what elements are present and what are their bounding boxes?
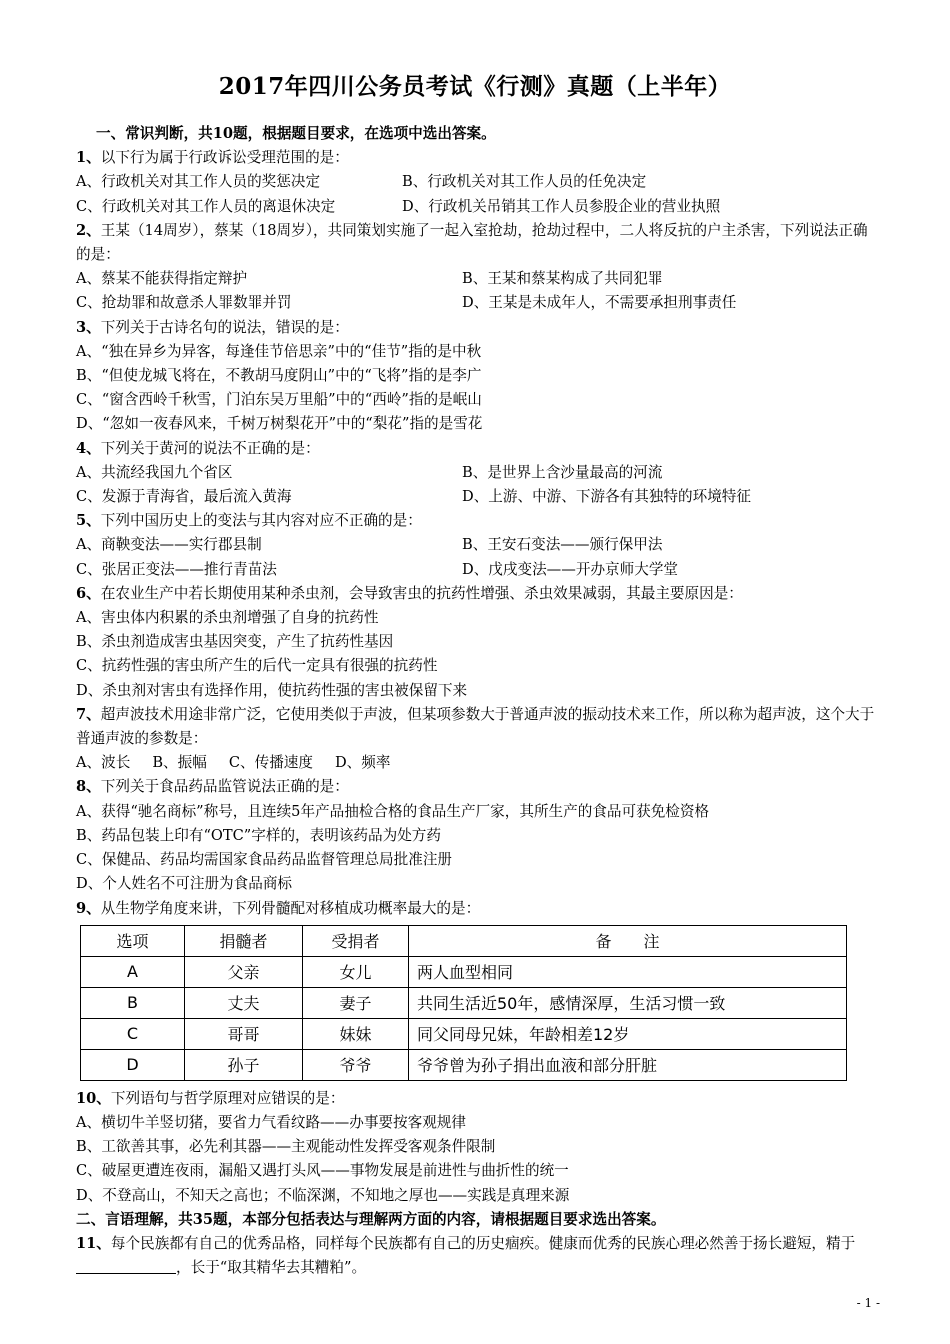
table-cell: 同父同母兄妹，年龄相差12岁 <box>409 1018 847 1049</box>
table-cell: 丈夫 <box>185 987 303 1018</box>
question-8 <box>76 775 876 799</box>
question-4 <box>76 437 876 461</box>
table-row <box>81 1049 847 1080</box>
question-text: 以下行为属于行政诉讼受理范围的是： <box>100 149 349 167</box>
options-row <box>76 558 876 582</box>
option-b: B、工欲善其事，必先利其器——主观能动性发挥受客观条件限制 <box>76 1138 496 1156</box>
question-text: 每个民族都有自己的优秀品格，同样每个民族都有自己的历史痼疾。健康而优秀的民族心理必然善于扬长避短，精于 <box>110 1234 856 1252</box>
option-c: C、保健品、药品均需国家食品药品监督管理总局批准注册 <box>76 851 453 869</box>
option-d: D、杀虫剂对害虫有选择作用，使抗药性强的害虫被保留下来 <box>76 681 468 699</box>
question-3 <box>76 316 876 340</box>
table-cell: 父亲 <box>185 956 303 987</box>
question-number: 3、 <box>76 318 101 336</box>
option-d: D、“忽如一夜春风来，千树万树梨花开”中的“梨花”指的是雪花 <box>76 415 483 433</box>
options-row <box>76 485 876 509</box>
table-row <box>81 987 847 1018</box>
page-title: 2017年四川公务员考试《行测》真题（上半年） <box>218 73 732 100</box>
table-cell: 爷爷 <box>303 1049 409 1080</box>
table-row <box>81 956 847 987</box>
table-header: 备 注 <box>409 925 847 956</box>
options-row <box>76 533 876 557</box>
option-d: D、王某是未成年人，不需要承担刑事责任 <box>462 294 737 312</box>
question-text: 在农业生产中若长期使用某种杀虫剂，会导致害虫的抗药性增强、杀虫效果减弱，其最主要原因是： <box>100 584 743 602</box>
option-c: C、“窗含西岭千秋雪，门泊东吴万里船”中的“西岭”指的是岷山 <box>76 391 482 409</box>
option-b: B、是世界上含沙量最高的河流 <box>462 463 663 481</box>
options-row <box>76 267 876 291</box>
question-number: 4、 <box>76 439 101 457</box>
option-a: A、商鞅变法——实行郡县制 <box>76 536 262 554</box>
question-number: 1、 <box>76 149 101 167</box>
question-11 <box>76 1232 876 1280</box>
question-text: 下列关于食品药品监管说法正确的是： <box>100 778 349 796</box>
table-cell: B <box>81 987 185 1018</box>
question-number: 8、 <box>76 778 101 796</box>
section-heading-2: 二、言语理解，共35题，本部分包括表达与理解两方面的内容，请根据题目要求选出答案。 <box>76 1210 666 1228</box>
question-number: 5、 <box>76 512 101 530</box>
option-c: C、抢劫罪和故意杀人罪数罪并罚 <box>76 294 292 312</box>
question-number: 11、 <box>76 1234 111 1252</box>
option-d: D、行政机关吊销其工作人员参股企业的营业执照 <box>402 197 721 215</box>
option-a: A、波长 <box>76 754 131 772</box>
table-header-row <box>81 925 847 956</box>
options-row <box>76 291 876 315</box>
option-a: A、共流经我国九个省区 <box>76 463 233 481</box>
option-c: C、抗药性强的害虫所产生的后代一定具有很强的抗药性 <box>76 657 438 675</box>
options-row <box>76 170 876 194</box>
option-b: B、杀虫剂造成害虫基因突变，产生了抗药性基因 <box>76 633 394 651</box>
option-c: C、破屋更遭连夜雨，漏船又遇打头风——事物发展是前进性与曲折性的统一 <box>76 1162 569 1180</box>
table-cell: 妹妹 <box>303 1018 409 1049</box>
question-9 <box>76 897 876 921</box>
document-body <box>76 122 876 1280</box>
question-text: 从生物学角度来讲，下列骨髓配对移植成功概率最大的是： <box>100 899 481 917</box>
question-number: 2、 <box>76 221 101 239</box>
question-2 <box>76 219 876 267</box>
option-a: A、蔡某不能获得指定辩护 <box>76 270 248 288</box>
question-7 <box>76 703 876 751</box>
question-10 <box>76 1087 876 1111</box>
option-c: C、发源于青海省，最后流入黄海 <box>76 488 292 506</box>
table-cell: D <box>81 1049 185 1080</box>
question-number: 7、 <box>76 705 101 723</box>
options-row <box>76 751 876 775</box>
table-cell: 孙子 <box>185 1049 303 1080</box>
question-5 <box>76 509 876 533</box>
table-header: 选项 <box>81 925 185 956</box>
question-text: 下列关于古诗名句的说法，错误的是： <box>100 318 349 336</box>
option-a: A、“独在异乡为异客，每逢佳节倍思亲”中的“佳节”指的是中秋 <box>76 342 482 360</box>
table-cell: 女儿 <box>303 956 409 987</box>
option-d: D、戊戌变法——开办京师大学堂 <box>462 560 679 578</box>
table-cell: 两人血型相同 <box>409 956 847 987</box>
options-row <box>76 461 876 485</box>
option-b: B、药品包装上印有“OTC”字样的，表明该药品为处方药 <box>76 826 441 844</box>
question-number: 6、 <box>76 584 101 602</box>
option-d: D、个人姓名不可注册为食品商标 <box>76 875 293 893</box>
option-b: B、振幅 <box>152 754 207 772</box>
option-d: D、频率 <box>334 754 391 772</box>
question-text: 下列关于黄河的说法不正确的是： <box>100 439 320 457</box>
question-text: 下列语句与哲学原理对应错误的是： <box>110 1089 345 1107</box>
option-c: C、行政机关对其工作人员的离退休决定 <box>76 197 336 215</box>
page-number: - 1 - <box>856 1296 880 1310</box>
option-a: A、获得“驰名商标”称号，且连续5年产品抽检合格的食品生产厂家，其所生产的食品可获免检资格 <box>76 802 710 820</box>
question-text: 下列中国历史上的变法与其内容对应不正确的是： <box>100 512 422 530</box>
option-b: B、行政机关对其工作人员的任免决定 <box>402 173 647 191</box>
option-b: B、王安石变法——颁行保甲法 <box>462 536 663 554</box>
question-1 <box>76 146 876 170</box>
option-b: B、王某和蔡某构成了共同犯罪 <box>462 270 663 288</box>
options-row <box>76 195 876 219</box>
table-header: 捐髓者 <box>185 925 303 956</box>
marrow-table <box>80 925 847 1081</box>
table-cell: 共同生活近50年，感情深厚，生活习惯一致 <box>409 987 847 1018</box>
question-6 <box>76 582 876 606</box>
question-number: 10、 <box>76 1089 111 1107</box>
answer-blank <box>76 1257 176 1274</box>
question-text: 超声波技术用途非常广泛，它使用类似于声波，但某项参数大于普通声波的振动技术来工作，所以称为超声波，这个大于普通声波的参数是： <box>76 705 875 748</box>
option-a: A、害虫体内积累的杀虫剂增强了自身的抗药性 <box>76 609 379 627</box>
question-number: 9、 <box>76 899 101 917</box>
table-cell: A <box>81 956 185 987</box>
question-text-cont: ，长于“取其精华去其糟粕”。 <box>176 1259 367 1277</box>
option-a: A、行政机关对其工作人员的奖惩决定 <box>76 173 321 191</box>
table-cell: 哥哥 <box>185 1018 303 1049</box>
option-a: A、横切牛羊竖切猪，要省力气看纹路——办事要按客观规律 <box>76 1113 466 1131</box>
section-heading-1: 一、常识判断，共10题，根据题目要求，在选项中选出答案。 <box>96 125 496 142</box>
table-row <box>81 1018 847 1049</box>
option-c: C、张居正变法——推行青苗法 <box>76 560 277 578</box>
option-b: B、“但使龙城飞将在，不教胡马度阴山”中的“飞将”指的是李广 <box>76 367 482 385</box>
option-d: D、不登高山，不知天之高也；不临深渊，不知地之厚也——实践是真理来源 <box>76 1186 570 1204</box>
option-c: C、传播速度 <box>228 754 313 772</box>
table-cell: 爷爷曾为孙子捐出血液和部分肝脏 <box>409 1049 847 1080</box>
question-text: 王某（14周岁），蔡某（18周岁），共同策划实施了一起入室抢劫，抢劫过程中，二人将反抗的户主杀害，下列说法正确的是： <box>76 221 868 264</box>
table-cell: 妻子 <box>303 987 409 1018</box>
option-d: D、上游、中游、下游各有其独特的环境特征 <box>462 488 751 506</box>
table-header: 受捐者 <box>303 925 409 956</box>
table-cell: C <box>81 1018 185 1049</box>
